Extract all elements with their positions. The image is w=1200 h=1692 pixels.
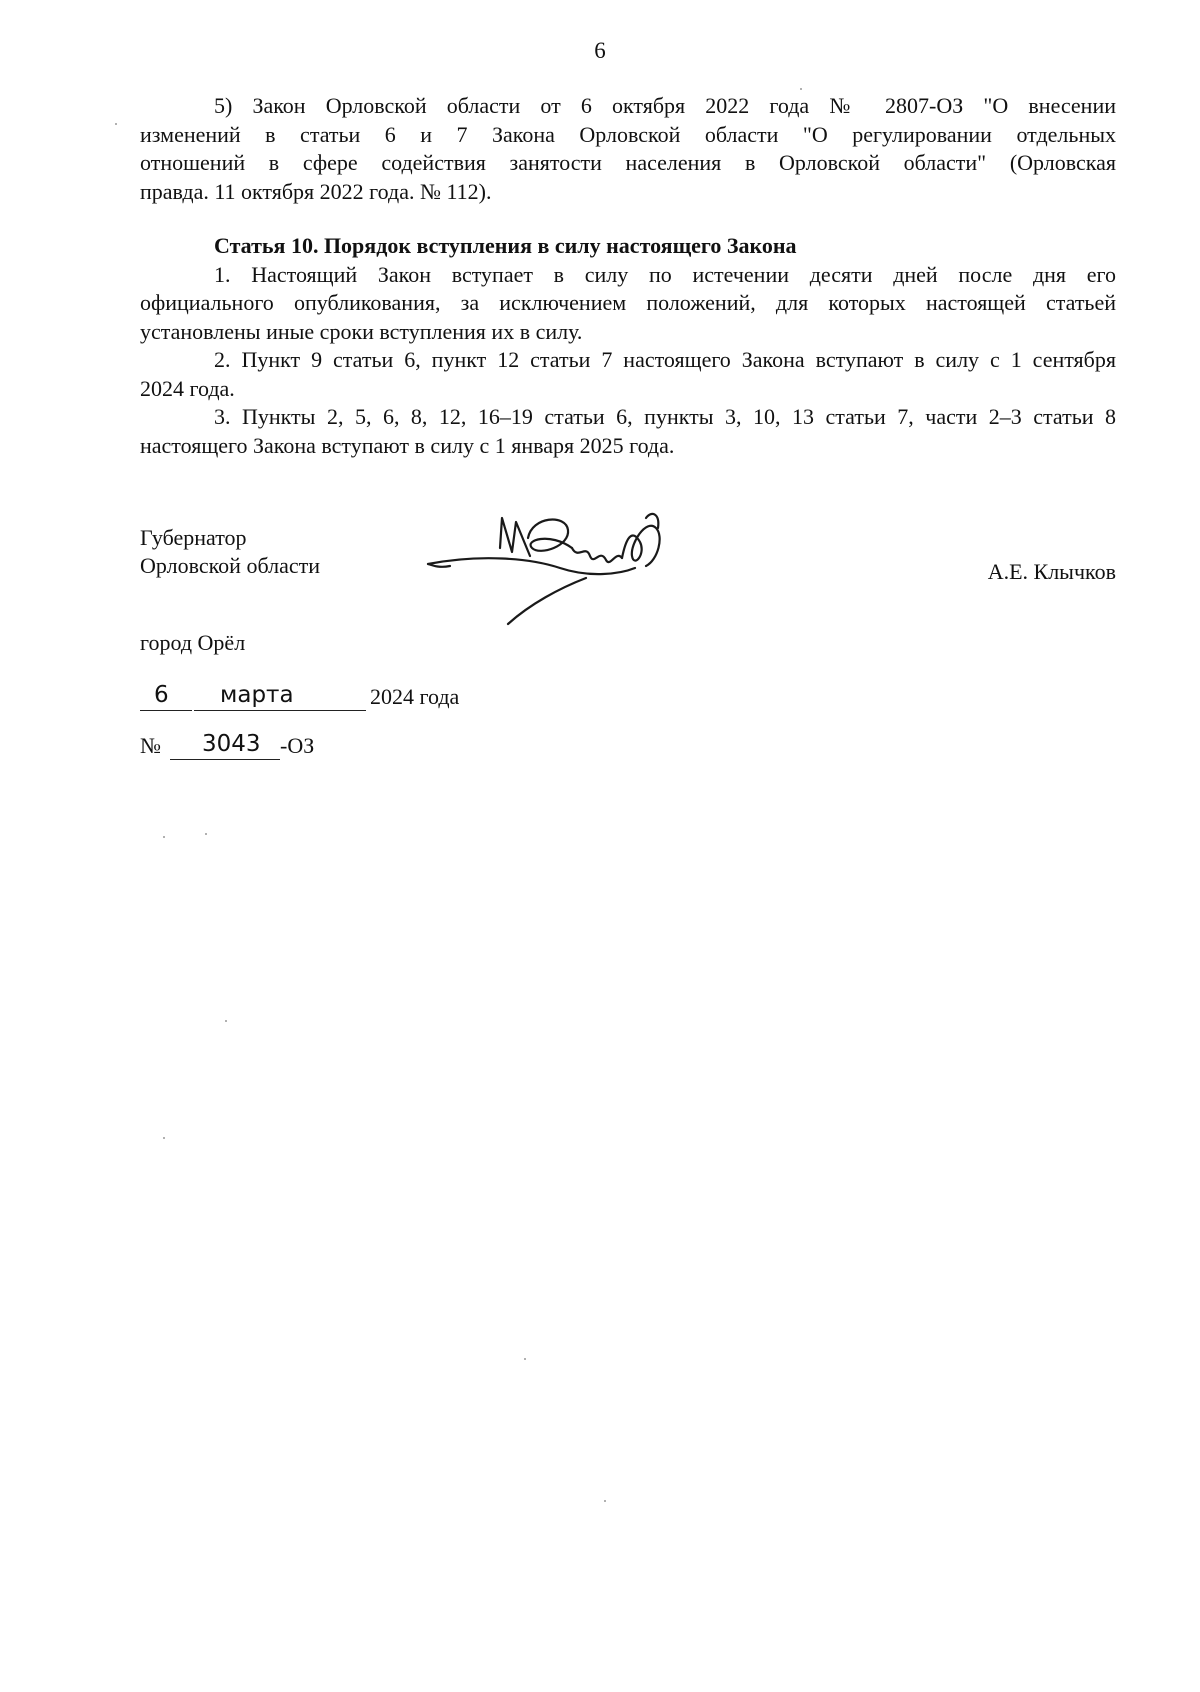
article-10-point-1: [140, 261, 1116, 347]
signatory-title-line-2: Орловской области: [140, 553, 320, 578]
scan-speck: [800, 88, 802, 90]
date-month: марта: [220, 682, 294, 708]
point-2-line-1: 2. Пункт 9 статьи 6, пункт 12 статьи 7 настоящего Закона вступают в силу с 1 сентября: [214, 347, 1116, 372]
date-year: 2024 года: [370, 684, 460, 709]
point-3-line-2: настоящего Закона вступают в силу с 1 января 2025 года.: [140, 432, 675, 458]
item-5-line-1: 5) Закон Орловской области от 6 октября 2022 года № 2807-ОЗ "О внесении: [214, 93, 1116, 118]
signatory-name: А.Е. Клычков: [987, 559, 1116, 584]
scan-speck: [163, 836, 165, 838]
item-5-line-3: отношений в сфере содействия занятости населения в Орловской области" (Орловская: [140, 150, 1116, 175]
article-10-point-3: [140, 403, 1116, 460]
point-1-line-3: установлены иные сроки вступления их в силу.: [140, 318, 583, 344]
city: город Орёл: [140, 630, 246, 655]
law-number-value: 3043: [202, 731, 261, 757]
point-1-line-1: 1. Настоящий Закон вступает в силу по истечении десяти дней после дня его: [214, 261, 1116, 287]
point-3-line-1: 3. Пункты 2, 5, 6, 8, 12, 16–19 статьи 6, пункты 3, 10, 13 статьи 7, части 2–3 статьи 8: [214, 404, 1116, 429]
scan-speck: [225, 1020, 227, 1022]
scan-speck: [163, 1137, 165, 1139]
article-10: [140, 232, 1116, 460]
date-day: 6: [154, 682, 169, 708]
handwritten-signature: [420, 508, 705, 628]
scan-speck: [604, 1500, 606, 1502]
page-number: 6: [594, 38, 606, 63]
scan-speck: [205, 833, 207, 835]
law-number: [140, 733, 440, 763]
number-suffix: -ОЗ: [280, 733, 315, 758]
item-5-paragraph: [140, 92, 1116, 206]
point-1-line-2: официального опубликования, за исключением положений, для которых настоящей статьей: [140, 290, 1116, 315]
item-5-line-4: правда. 11 октября 2022 года. № 112).: [140, 178, 492, 204]
item-5-line-2: изменений в статьи 6 и 7 Закона Орловской области "О регулировании отдельных: [140, 121, 1116, 147]
point-2-line-2: 2024 года.: [140, 375, 235, 401]
number-sign: №: [140, 733, 161, 758]
signatory-title: [140, 524, 320, 580]
article-10-point-2: [140, 346, 1116, 403]
signing-date: [140, 684, 540, 714]
signatory-title-line-1: Губернатор: [140, 525, 247, 550]
scan-speck: [524, 1358, 526, 1360]
article-10-heading: Статья 10. Порядок вступления в силу настоящего Закона: [214, 233, 797, 258]
scan-speck: [115, 123, 117, 125]
